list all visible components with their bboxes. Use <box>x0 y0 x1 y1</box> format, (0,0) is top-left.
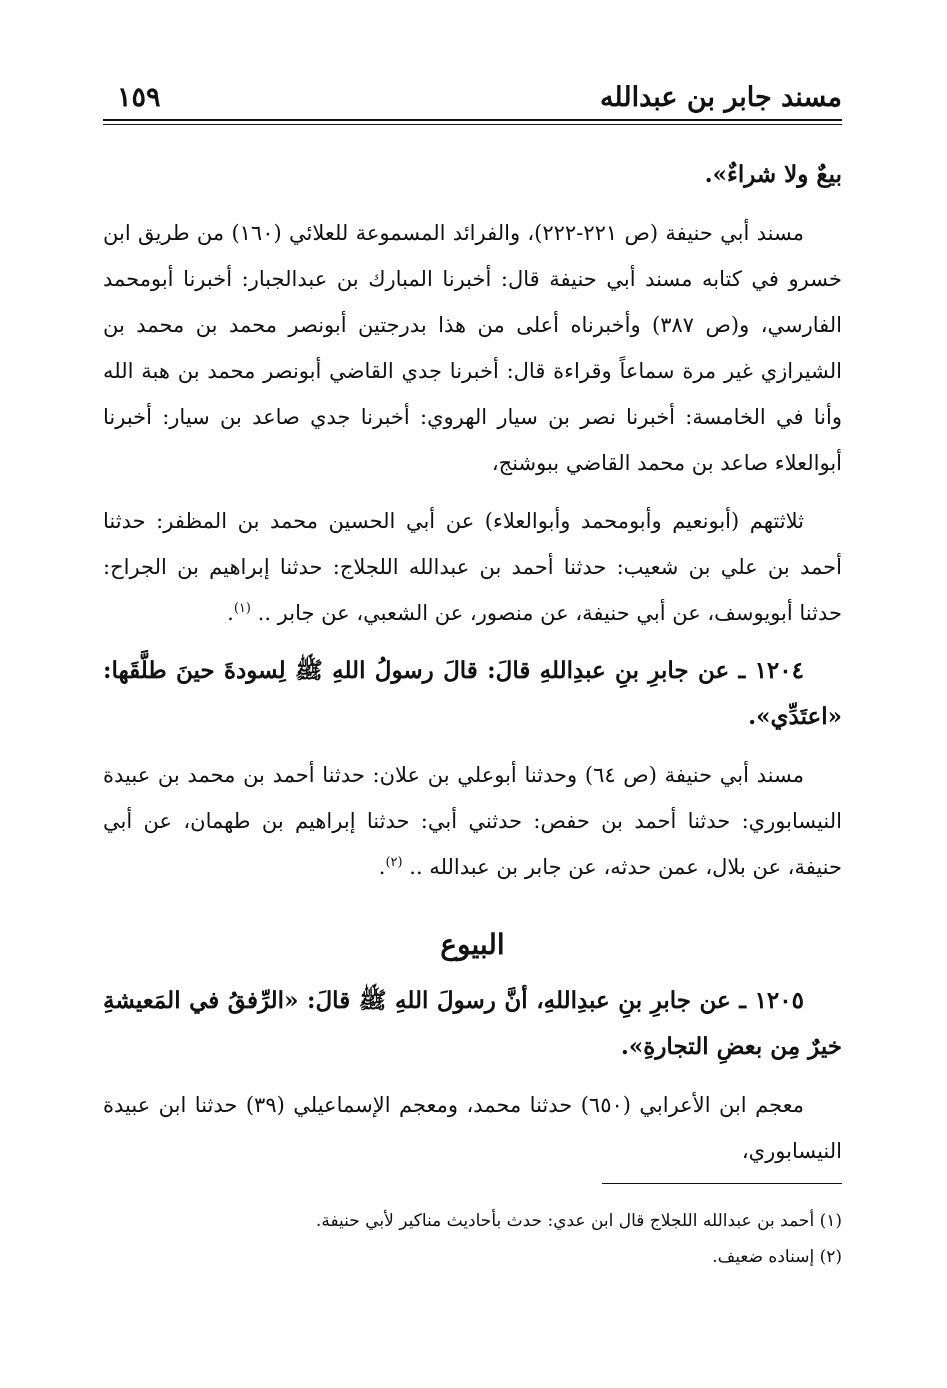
takhrij-paragraph-3 <box>103 752 842 890</box>
takhrij-paragraph-3-tail: . <box>378 855 386 879</box>
section-heading: البيوع <box>440 928 505 961</box>
header-rule-thin <box>103 124 842 125</box>
takhrij-paragraph-2 <box>103 498 842 636</box>
takhrij-paragraph-2-tail: . <box>227 601 234 625</box>
footnotes <box>103 1203 842 1275</box>
page-header <box>103 78 842 118</box>
hadith-1204: ١٢٠٤ ـ عن جابرِ بنِ عبدِاللهِ قالَ: قالَ رسولُ اللهِ ﷺ لِسودةَ حينَ طلَّقَها: «اعتَدِّي». <box>103 657 842 730</box>
takhrij-paragraph-4: معجم ابن الأعرابي (٦٥٠) حدثنا محمد، ومعجم الإسماعيلي (٣٩) حدثنا ابن عبيدة النيسابوري، <box>103 1093 842 1163</box>
running-title: مسند جابر بن عبدالله <box>599 82 842 113</box>
main-text <box>103 152 842 1174</box>
hadith-1205: ١٢٠٥ ـ عن جابرِ بنِ عبدِاللهِ، أنَّ رسولَ اللهِ ﷺ قالَ: «الرِّفقُ في المَعيشةِ خيرٌ مِن بعضِ التجارةِ». <box>103 987 842 1060</box>
takhrij-paragraph-2-text: ثلاثتهم (أبونعيم وأبومحمد وأبوالعلاء) عن أبي الحسين محمد بن المظفر: حدثنا أحمد بن علي بن شعيب: حدثنا أحمد بن عبدالله اللجلاج: حدثنا إبراهيم بن الجراح: حدثنا أبويوسف، عن أبي حنيفة، عن منصور، عن الشعبي، عن جابر .. <box>103 509 842 625</box>
footnote-1: (١) أحمد بن عبدالله اللجلاج قال ابن عدي: حدث بأحاديث مناكير لأبي حنيفة. <box>315 1211 842 1231</box>
footnote-ref-1[interactable]: (١) <box>233 601 251 616</box>
takhrij-paragraph-3-text: مسند أبي حنيفة (ص ٦٤) وحدثنا أبوعلي بن علان: حدثنا أحمد بن محمد بن عبيدة النيسابوري: حدثنا أحمد بن حفص: حدثني أبي: حدثنا إبراهيم بن طهمان، عن أبي حنيفة، عن بلال، عمن حدثه، عن جابر بن عبدالله .. <box>103 763 842 879</box>
footnote-separator <box>602 1183 842 1184</box>
hadith-continuation: بيعٌ ولا شراءٌ». <box>704 161 842 188</box>
header-rule-thick <box>103 119 842 121</box>
takhrij-paragraph-1: مسند أبي حنيفة (ص ٢٢١-٢٢٢)، والفرائد المسموعة للعلائي (١٦٠) من طريق ابن خسرو في كتابه مسند أبي حنيفة قال: أخبرنا المبارك بن عبدالجبار: أخبرنا أبومحمد الفارسي، و(ص ٣٨٧) وأخبرناه أعلى من هذا بدرجتين أبونصر محمد بن محمد بن الشيرازي غير مرة سماعاً وقراءة قال: أخبرنا جدي القاضي أبونصر محمد بن هبة الله وأنا في الخامسة: أخبرنا نصر بن سيار الهروي: أخبرنا جدي صاعد بن سيار: أخبرنا أبوالعلاء صاعد بن محمد القاضي ببوشنج، <box>103 221 842 475</box>
page-number: ١٥٩ <box>117 82 161 113</box>
footnote-2: (٢) إسناده ضعيف. <box>712 1247 842 1267</box>
footnote-ref-2[interactable]: (٢) <box>385 855 403 870</box>
